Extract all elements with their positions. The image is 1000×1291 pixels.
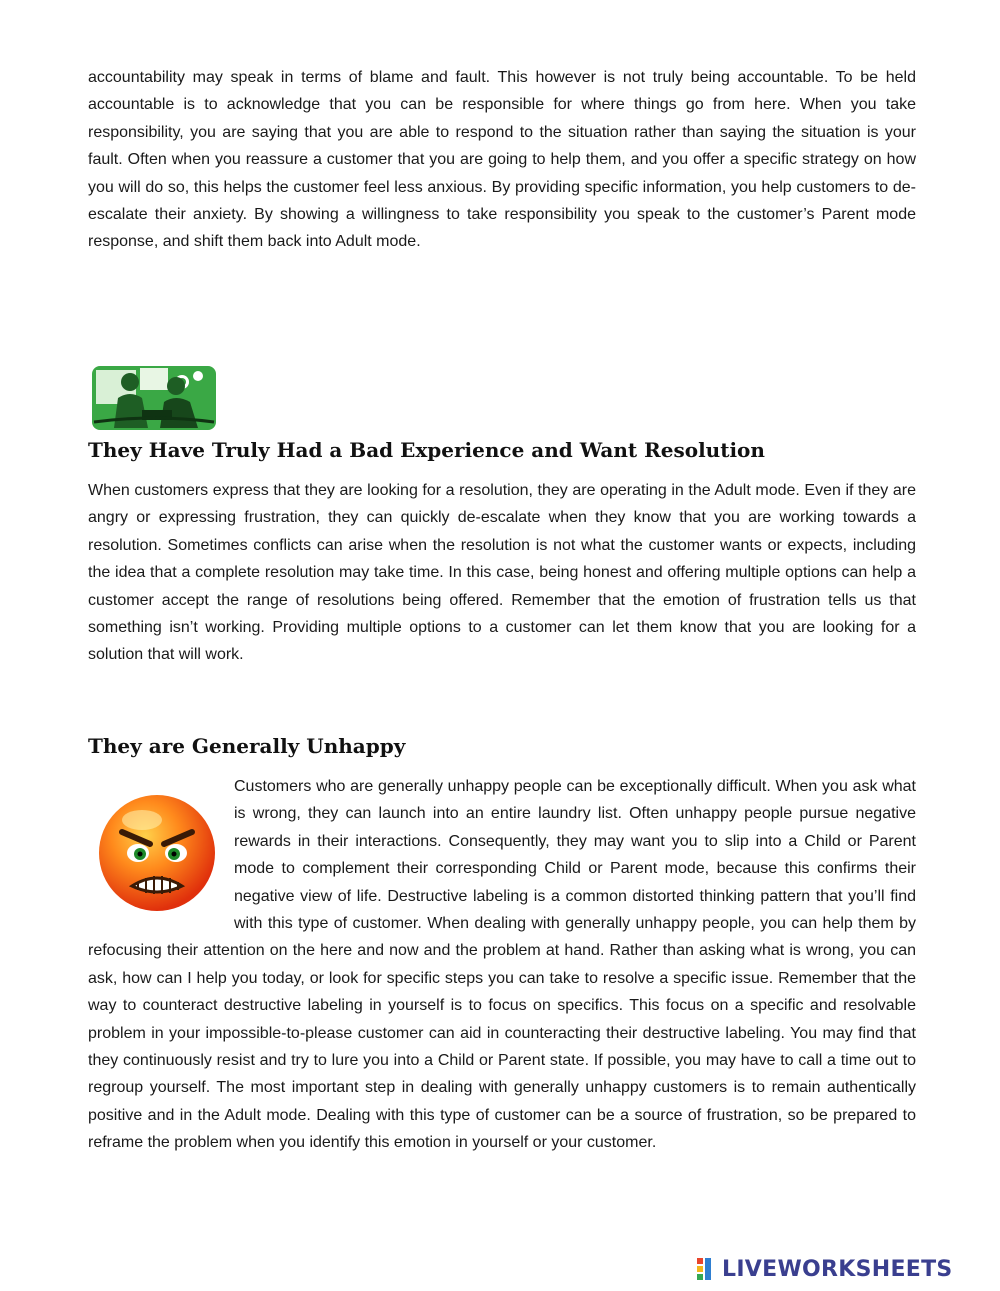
liveworksheets-logo-icon [697, 1256, 719, 1282]
liveworksheets-logo-text: LIVEWORKSHEETS [722, 1256, 953, 1282]
section-body-unhappy-text: Customers who are generally unhappy people can be exceptionally difficult. When you ask what is wrong, they can launch into an entire laundry list. Often unhappy people pursue negative rewards in their interactions. Consequently, they may want you to slip into a Child or Parent mode to complement their corresponding Child or Parent mode, because this confirms their negative view of life. Destructive labeling is a common distorted thinking pattern that you’ll find with this type of customer. When dealing with generally unhappy people, you can help them by refocusing their attention on the here and now and the problem at hand. Rather than asking what is wrong, you can ask, how can I help you today, or look for specific steps you can take to resolve a specific issue. Remember that the way to counteract destructive labeling in yourself is to focus on specifics. This focus on a specific and resolvable problem in your impossible-to-please customer can aid in counteracting their destructive labeling. You may find that they continuously resist and try to lure you into a Child or Parent state. If possible, you may have to call a time out to regroup yourself. The most important step in dealing with generally unhappy customers is to remain authentically positive and in the Adult mode. Dealing with this type of customer can be a source of frustration, so be prepared to reframe the problem when you identify this emotion in yourself or your customer. [88, 778, 916, 1152]
liveworksheets-logo [697, 1254, 953, 1284]
section-heading-bad-experience: They Have Truly Had a Bad Experience and Want Resolution [88, 438, 765, 462]
section-heading-unhappy: They are Generally Unhappy [88, 734, 406, 758]
intro-paragraph: accountability may speak in terms of blame and fault. This however is not truly being accountable. To be held accountable is to acknowledge that you can be responsible for where things go from here. When you take responsibility, you are saying that you are able to respond to the situation rather than saying the situation is your fault. Often when you reassure a customer that you are going to help them, and you offer a specific strategy on how you will do so, this helps the customer feel less anxious. By providing specific information, you help customers to de-escalate their anxiety. By showing a willingness to take responsibility you speak to the customer’s Parent mode response, and shift them back into Adult mode. [88, 69, 916, 251]
section-body-bad-experience: When customers express that they are looking for a resolution, they are operating in the Adult mode. Even if they are angry or expressing frustration, they can quickly de-escalate when they know that you are working towards a resolution. Sometimes conflicts can arise when the resolution is not what the customer wants or expects, including the idea that a complete resolution may take time. In this case, being honest and offering multiple options can help a customer accept the range of resolutions being offered. Remember that the emotion of frustration tells us that something isn’t working. Providing multiple options to a customer can let them know that you are looking for a solution that will work. [88, 482, 916, 664]
section-body-unhappy [88, 773, 916, 1157]
business-meeting-illustration [90, 362, 218, 432]
image-float-spacer [88, 773, 234, 933]
